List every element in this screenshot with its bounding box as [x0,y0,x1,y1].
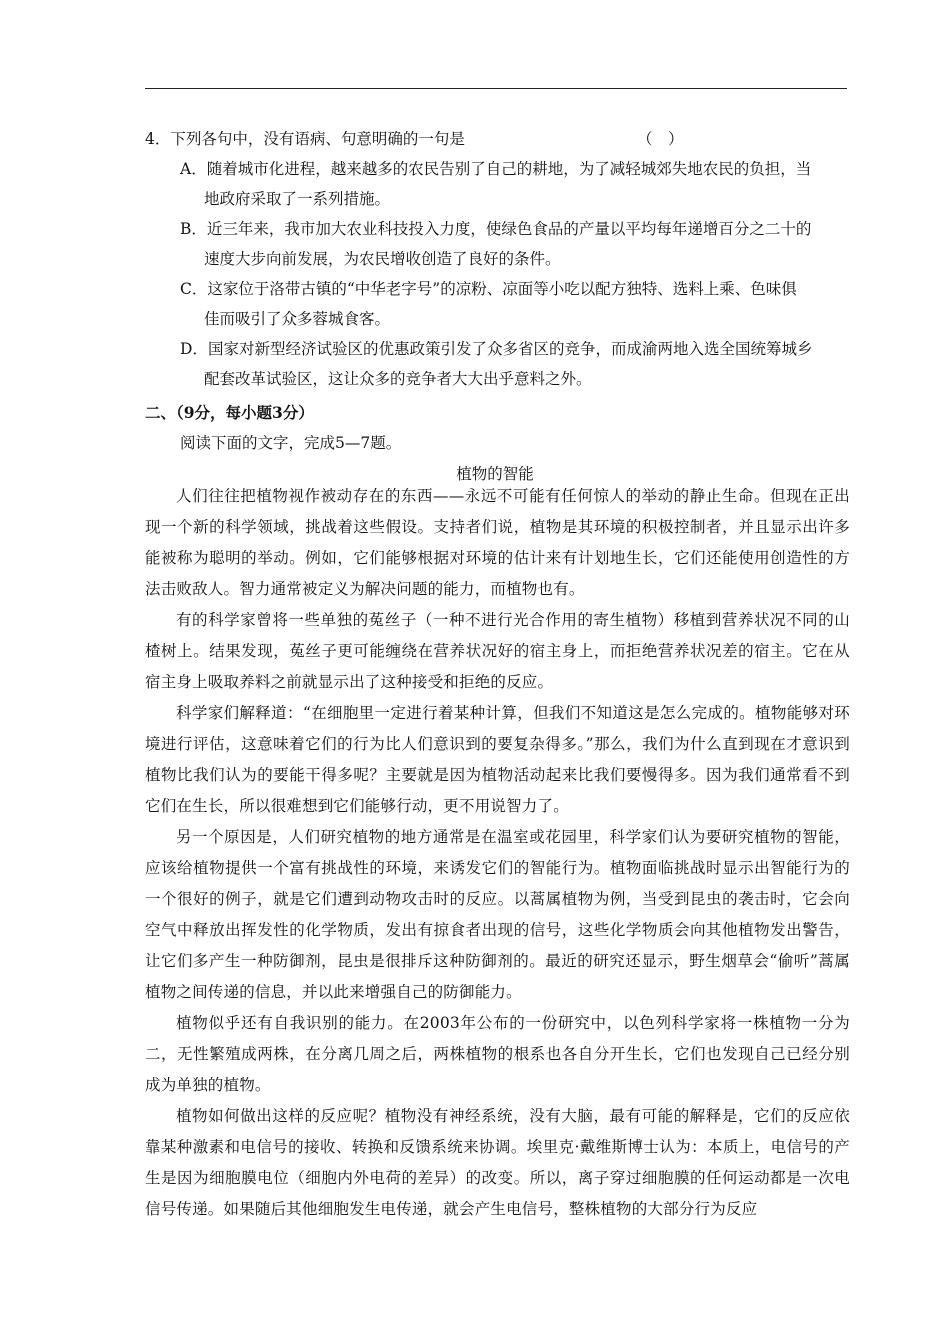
option-label: D． [180,340,208,358]
option-b [180,214,852,274]
article-paragraph: 有的科学家曾将一些单独的菟丝子（一种不进行光合作用的寄生植物）移植到营养状况不同的山楂树上。结果发现，菟丝子更可能缠绕在营养状况好的宿主身上，而拒绝营养状况差的宿主。它在从宿主身上吸取养料之前就显示出了这种接受和拒绝的反应。 [145,611,850,691]
article-paragraph: 植物似乎还有自我识别的能力。在2003年公布的一份研究中，以色列科学家将一株植物一分为二，无性繁殖成两株，在分离几周之后，两株植物的根系也各自分开生长，它们也发现自己已经分别成为单独的植物。 [145,1014,850,1094]
article-paragraph: 科学家们解释道：“在细胞里一定进行着某种计算，但我们不知道这是怎么完成的。植物能够对环境进行评估，这意味着它们的行为比人们意识到的要复杂得多。”那么，我们为什么直到现在才意识到植物比我们认为的要能干得多呢？主要就是因为植物活动起来比我们要慢得多。因为我们通常看不到它们在生长，所以很难想到它们能够行动，更不用说智力了。 [145,704,850,815]
question-4-text: 4．下列各句中，没有语病、句意明确的一句是 [145,130,465,148]
option-a [180,154,852,214]
option-text-continued: 佳而吸引了众多蓉城食客。 [204,310,391,328]
question-4-stem [145,124,850,154]
article-title: 植物的智能 [456,465,534,483]
option-text: 国家对新型经济试验区的优惠政策引发了众多省区的竞争，而成渝两地入选全国统筹城乡 [207,340,813,358]
option-label: B． [180,220,207,238]
option-text-continued: 地政府采取了一系列措施。 [204,190,391,208]
header-rule [145,88,847,89]
option-text: 随着城市化进程，越来越多的农民告别了自己的耕地，为了减轻城郊失地农民的负担，当 [206,160,812,178]
article-paragraph: 人们往往把植物视作被动存在的东西——永远不可能有任何惊人的举动的静止生命。但现在正出现一个新的科学领域，挑战着这些假设。支持者们说，植物是其环境的积极控制者，并且显示出许多能被称为聪明的举动。例如，它们能够根据对环境的估计来有计划地生长，它们还能使用创造性的方法击败敌人。智力通常被定义为解决问题的能力，而植物也有。 [145,487,850,598]
option-text-continued: 速度大步向前发展，为农民增收创造了良好的条件。 [204,250,561,268]
option-text: 这家位于洛带古镇的“中华老字号”的凉粉、凉面等小吃以配方独特、选料上乘、色味俱 [207,280,797,298]
article-body [145,481,850,1225]
option-label: A． [180,160,207,178]
section-2-heading: 二、（9分，每小题3分） [145,403,314,422]
answer-paren: （ ） [637,130,684,148]
option-text: 近三年来，我市加大农业科技投入力度，使绿色食品的产量以平均每年递增百分之二十的 [206,220,812,238]
option-d [180,334,852,394]
option-c [180,274,852,334]
option-text-continued: 配套改革试验区，这让众多的竞争者大大出乎意料之外。 [204,370,592,388]
article-paragraph: 另一个原因是，人们研究植物的地方通常是在温室或花园里，科学家们认为要研究植物的智能，应该给植物提供一个富有挑战性的环境，来诱发它们的智能行为。植物面临挑战时显示出智能行为的一个很好的例子，就是它们遭到动物攻击时的反应。以蒿属植物为例，当受到昆虫的袭击时，它会向空气中释放出挥发性的化学物质，发出有掠食者出现的信号，这些化学物质会向其他植物发出警告，让它们多产生一种防御剂，昆虫是很排斥这种防御剂的。最近的研究还显示，野生烟草会“偷听”蒿属植物之间传递的信息，并以此来增强自己的防御能力。 [145,828,850,1001]
option-label: C． [180,280,208,298]
section-2-instruction: 阅读下面的文字，完成5—7题。 [180,434,402,452]
article-paragraph: 植物如何做出这样的反应呢？植物没有神经系统，没有大脑，最有可能的解释是，它们的反应依靠某种激素和电信号的接收、转换和反馈系统来协调。埃里克·戴维斯博士认为：本质上，电信号的产生是因为细胞膜电位（细胞内外电荷的差异）的改变。所以，离子穿过细胞膜的任何运动都是一次电信号传递。如果随后其他细胞发生电传递，就会产生电信号，整株植物的大部分行为反应 [145,1107,850,1218]
